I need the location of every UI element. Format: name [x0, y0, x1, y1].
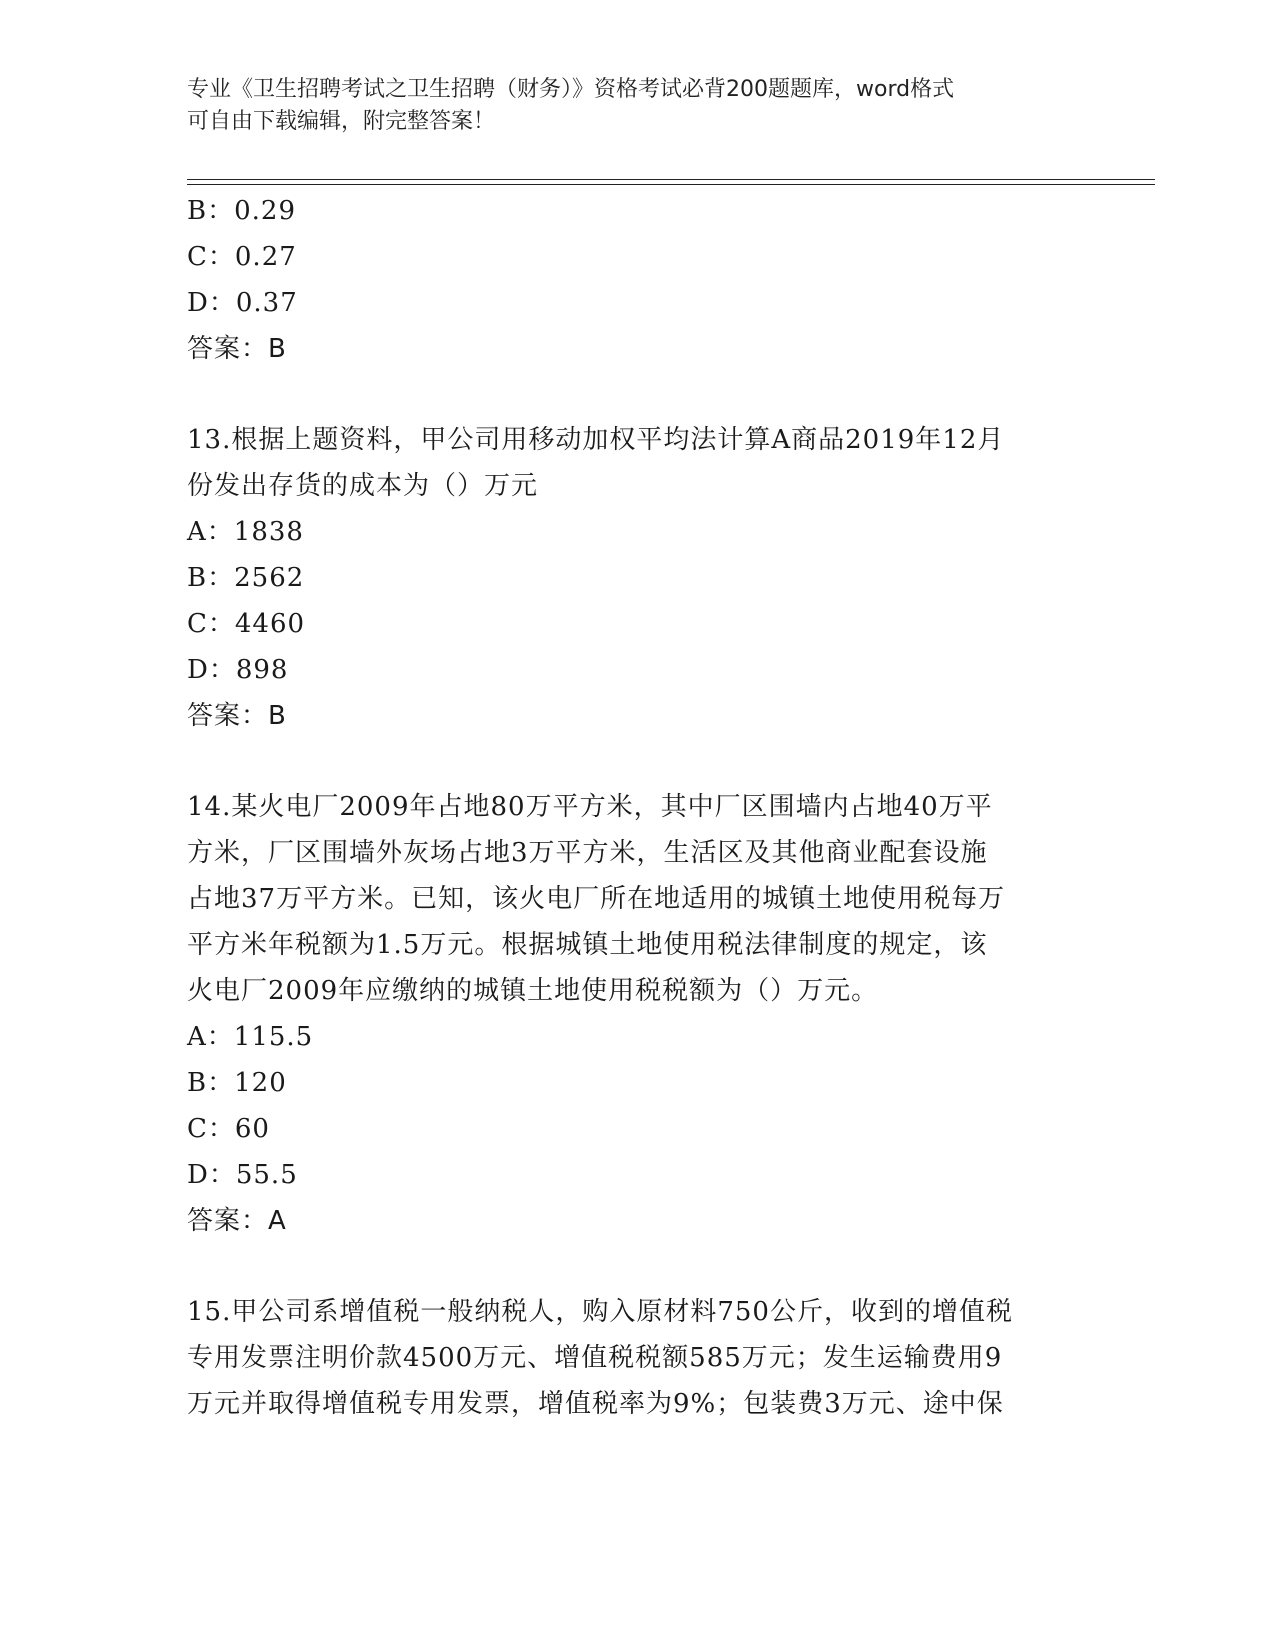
- header-rule-bottom: [187, 184, 1155, 185]
- option-c: C：4460: [187, 609, 306, 639]
- spacer: [187, 372, 1087, 417]
- question-15: [187, 1289, 1087, 1427]
- question-stem-line: 方米，厂区围墙外灰场占地3万平方米，生活区及其他商业配套设施: [187, 838, 988, 868]
- option-d: D：898: [187, 655, 289, 685]
- option-a: A：115.5: [187, 1022, 314, 1052]
- page-header: [187, 74, 1067, 138]
- question-13: [187, 417, 1087, 739]
- spacer: [187, 739, 1087, 784]
- option-b: B：120: [187, 1068, 287, 1098]
- header-rule-top: [187, 179, 1155, 180]
- option-d: D：55.5: [187, 1160, 298, 1190]
- question-stem-line: 14.某火电厂2009年占地80万平方米，其中厂区围墙内占地40万平: [187, 792, 993, 822]
- answer-line: 答案：B: [187, 701, 287, 731]
- question-12: [187, 188, 1087, 372]
- question-stem-line: 专用发票注明价款4500万元、增值税税额585万元；发生运输费用9: [187, 1343, 1003, 1373]
- question-stem-line: 平方米年税额为1.5万元。根据城镇土地使用税法律制度的规定，该: [187, 930, 988, 960]
- question-stem-line: 13.根据上题资料，甲公司用移动加权平均法计算A商品2019年12月: [187, 425, 1005, 455]
- question-stem-line: 万元并取得增值税专用发票，增值税率为9%；包装费3万元、途中保: [187, 1389, 1004, 1419]
- header-line-2: 可自由下载编辑，附完整答案！: [187, 109, 496, 134]
- option-c: C：0.27: [187, 242, 297, 272]
- option-a: A：1838: [187, 517, 304, 547]
- document-body: [187, 188, 1087, 1427]
- question-stem-line: 占地37万平方米。已知，该火电厂所在地适用的城镇土地使用税每万: [187, 884, 1006, 914]
- answer-line: 答案：B: [187, 334, 287, 364]
- question-14: [187, 784, 1087, 1244]
- answer-line: 答案：A: [187, 1206, 287, 1236]
- header-line-1: 专业《卫生招聘考试之卫生招聘（财务）》资格考试必背200题题库，word格式: [187, 77, 955, 102]
- option-d: D：0.37: [187, 288, 298, 318]
- option-c: C：60: [187, 1114, 270, 1144]
- option-b: B：0.29: [187, 196, 296, 226]
- spacer: [187, 1244, 1087, 1289]
- option-b: B：2562: [187, 563, 305, 593]
- question-stem-line: 火电厂2009年应缴纳的城镇土地使用税税额为（）万元。: [187, 976, 879, 1006]
- question-stem-line: 份发出存货的成本为（）万元: [187, 471, 539, 501]
- question-stem-line: 15.甲公司系增值税一般纳税人，购入原材料750公斤，收到的增值税: [187, 1297, 1013, 1327]
